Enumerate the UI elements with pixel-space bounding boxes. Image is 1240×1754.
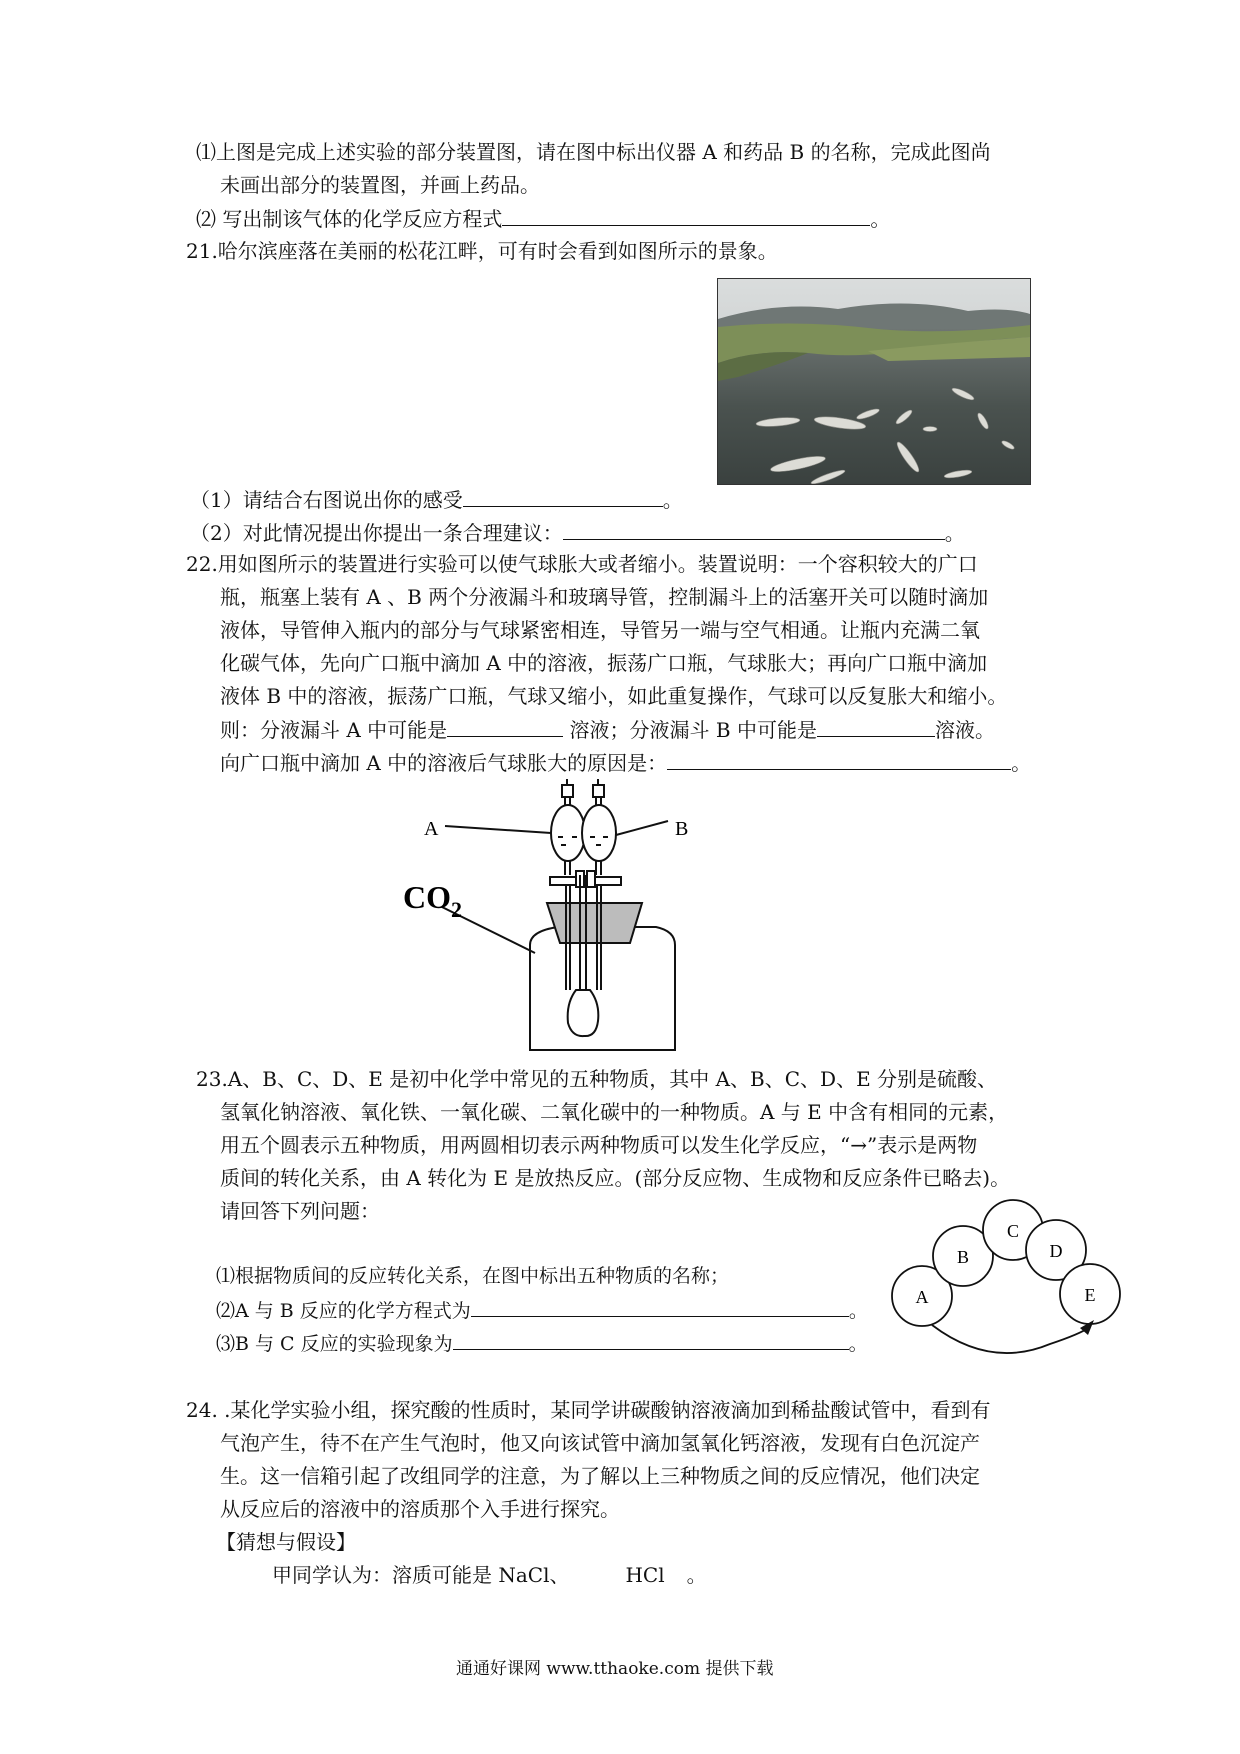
q21-answer2 bbox=[190, 517, 965, 548]
q23-sub1: ⑴根据物质间的反应转化关系，在图中标出五种物质的名称； bbox=[216, 1265, 730, 1287]
q23-sub3 bbox=[216, 1327, 868, 1359]
bottle-stopper bbox=[547, 903, 642, 943]
q20-part2 bbox=[196, 203, 890, 234]
q22-line5: 液体 B 中的溶液，振荡广口瓶，气球又缩小，如此重复操作，气球可以反复胀大和缩小。 bbox=[220, 684, 1008, 708]
q22-reason-blank[interactable] bbox=[667, 747, 1011, 770]
q23-sub2-suffix: 。 bbox=[848, 1300, 868, 1322]
five-substances-diagram bbox=[890, 1194, 1130, 1364]
page-footer: 通通好课网 www.tthaoke.com 提供下载 bbox=[456, 1659, 774, 1679]
q22-line6-part-c: 溶液。 bbox=[934, 718, 995, 742]
q23-sub2-prefix: ⑵A 与 B 反应的化学方程式为 bbox=[216, 1300, 471, 1322]
river-photo-image bbox=[718, 279, 1030, 484]
q21-answer1-prefix: （1）请结合右图说出你的感受 bbox=[190, 488, 463, 512]
circle-b-label: B bbox=[956, 1247, 970, 1267]
q22-funnel-b-blank[interactable] bbox=[817, 714, 935, 737]
q21-answer2-prefix: （2）对此情况提出你提出一条合理建议： bbox=[190, 521, 563, 545]
q22-line7 bbox=[220, 747, 1031, 778]
wide-mouth-bottle bbox=[530, 927, 675, 1050]
circle-c-label: C bbox=[1006, 1221, 1020, 1241]
q23-line2: 氢氧化钠溶液、氧化铁、一氧化碳、二氧化碳中的一种物质。A 与 E 中含有相同的元素， bbox=[220, 1100, 1009, 1124]
q24-guess-hcl: HCl bbox=[625, 1563, 665, 1587]
label-b: B bbox=[675, 818, 689, 840]
q21-answer1-blank[interactable] bbox=[463, 484, 663, 507]
q22-line7-prefix: 向广口瓶中滴加 A 中的溶液后气球胀大的原因是： bbox=[220, 751, 668, 775]
q24-section-heading: 【猜想与假设】 bbox=[216, 1530, 356, 1554]
q23-equation-blank[interactable] bbox=[471, 1294, 849, 1317]
q24-line1: 24. .某化学实验小组，探究酸的性质时，某同学讲碳酸钠溶液滴加到稀盐酸试管中，看到有 bbox=[186, 1398, 991, 1422]
balloon bbox=[568, 990, 599, 1036]
q22-funnel-a-blank[interactable] bbox=[447, 714, 563, 737]
q22-line6 bbox=[220, 714, 995, 745]
q23-line1: 23.A、B、C、D、E 是初中化学中常见的五种物质，其中 A、B、C、D、E 分别是硫酸、 bbox=[196, 1067, 998, 1091]
q21-answer2-blank[interactable] bbox=[563, 517, 945, 540]
q20-part2-prefix: ⑵ 写出制该气体的化学反应方程式 bbox=[196, 207, 503, 231]
circle-d-label: D bbox=[1049, 1241, 1063, 1261]
circle-a-label: A bbox=[915, 1287, 929, 1307]
balloon-apparatus-diagram bbox=[400, 775, 720, 1060]
q21-stem: 21.哈尔滨座落在美丽的松花江畔，可有时会看到如图所示的景象。 bbox=[186, 239, 778, 263]
q23-line5: 请回答下列问题： bbox=[220, 1199, 380, 1223]
q24-line2: 气泡产生，待不在产生气泡时，他又向该试管中滴加氢氧化钙溶液，发现有白色沉淀产 bbox=[220, 1431, 980, 1455]
q22-line1: 22.用如图所示的装置进行实验可以使气球胀大或者缩小。装置说明：一个容积较大的广口 bbox=[186, 552, 978, 576]
q24-guess-prefix: 甲同学认为：溶质可能是 NaCl、 bbox=[272, 1563, 570, 1587]
q23-sub2 bbox=[216, 1294, 868, 1326]
q20-part1-line2: 未画出部分的装置图，并画上药品。 bbox=[220, 173, 540, 197]
label-a: A bbox=[424, 818, 439, 840]
q20-answer-blank[interactable] bbox=[502, 203, 870, 226]
q22-line2: 瓶，瓶塞上装有 A 、B 两个分液漏斗和玻璃导管，控制漏斗上的活塞开关可以随时滴加 bbox=[220, 585, 989, 609]
q21-answer2-suffix: 。 bbox=[944, 521, 965, 545]
q23-phenomenon-blank[interactable] bbox=[453, 1327, 849, 1350]
q22-line4: 化碳气体，先向广口瓶中滴加 A 中的溶液，振荡广口瓶，气球胀大；再向广口瓶中滴加 bbox=[220, 651, 988, 675]
q21-answer1 bbox=[190, 484, 683, 515]
q20-part2-suffix: 。 bbox=[870, 207, 891, 231]
q24-guess bbox=[272, 1560, 707, 1590]
funnel-b bbox=[582, 779, 621, 887]
q20-part1-line1: ⑴上图是完成上述实验的部分装置图，请在图中标出仪器 A 和药品 B 的名称，完成此图尚 bbox=[196, 140, 991, 164]
q23-line3: 用五个圆表示五种物质，用两圆相切表示两种物质可以发生化学反应，“→”表示是两物 bbox=[220, 1133, 978, 1157]
q23-sub3-prefix: ⑶B 与 C 反应的实验现象为 bbox=[216, 1333, 453, 1355]
q22-line6-part-a: 则：分液漏斗 A 中可能是 bbox=[220, 718, 448, 742]
a-to-e-arrow bbox=[932, 1325, 1090, 1353]
q22-line6-part-b: 溶液；分液漏斗 B 中可能是 bbox=[569, 718, 817, 742]
q22-line7-suffix: 。 bbox=[1011, 751, 1032, 775]
river-dead-fish-photo bbox=[717, 278, 1031, 485]
q24-guess-suffix: 。 bbox=[686, 1563, 707, 1587]
q24-line3: 生。这一信箱引起了改组同学的注意，为了解以上三种物质之间的反应情况，他们决定 bbox=[220, 1464, 980, 1488]
q21-answer1-suffix: 。 bbox=[662, 488, 683, 512]
funnel-a bbox=[550, 779, 585, 887]
q23-line4: 质间的转化关系，由 A 转化为 E 是放热反应。(部分反应物、生成物和反应条件已略去)。 bbox=[220, 1166, 1011, 1190]
q22-line3: 液体，导管伸入瓶内的部分与气球紧密相连，导管另一端与空气相通。让瓶内充满二氧 bbox=[220, 618, 980, 642]
q24-line4: 从反应后的溶液中的溶质那个入手进行探究。 bbox=[220, 1497, 620, 1521]
q23-sub3-suffix: 。 bbox=[848, 1333, 868, 1355]
circle-e-label: E bbox=[1084, 1285, 1096, 1305]
label-co2: $CO_2$ bbox=[403, 879, 462, 922]
